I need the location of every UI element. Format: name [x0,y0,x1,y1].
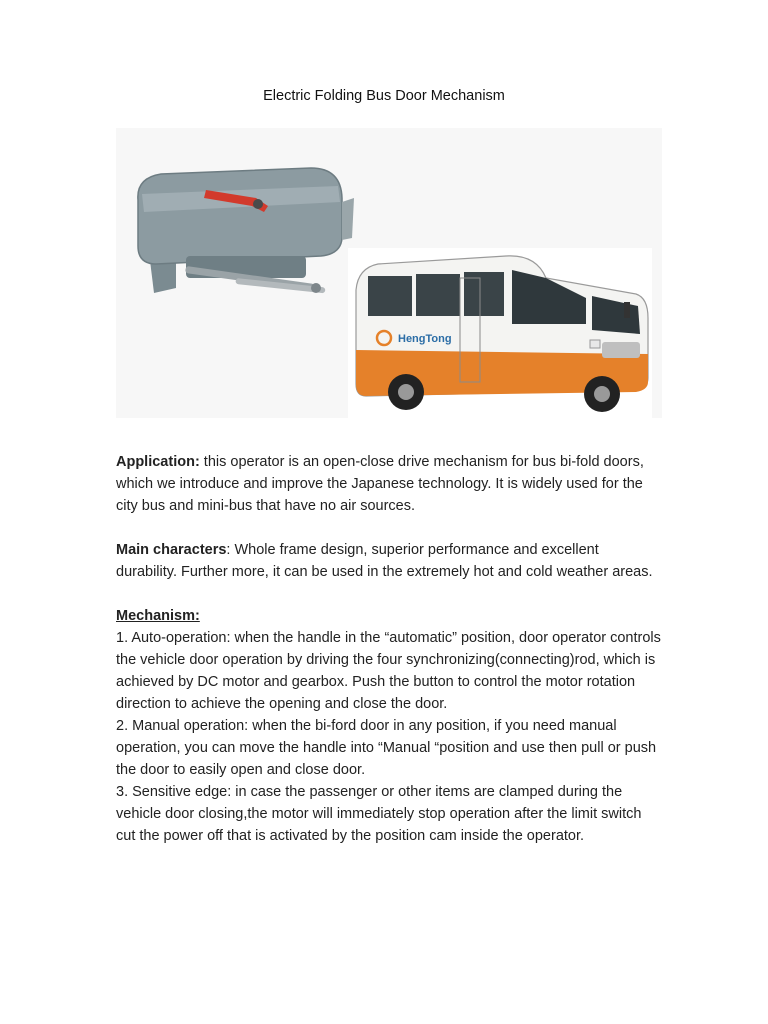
mechanism-item: 1. Auto-operation: when the handle in the “automatic” position, door operator controls the vehicle door operation by driving the four synchronizing(connecting)rod, which is achieved by DC motor and gearbox. Push the button to control the motor rotation direction to achieve the opening and close the door. [116,630,661,712]
bus-logo-text: HengTong [398,333,452,345]
application-text: this operator is an open-close drive mechanism for bus bi-fold doors, which we introduce and improve the Japanese technology. It is widely used for the city bus and mini-bus that have no air sources. [116,454,644,514]
application-paragraph [116,451,661,517]
mechanism-item: 2. Manual operation: when the bi-ford door in any position, if you need manual operation, you can move the handle into “Manual “position and use then pull or push the door to easily open and close door. [116,718,657,778]
application-heading: Application: [116,454,200,470]
product-figure [116,128,662,418]
main-characters-heading: Main characters [116,542,227,558]
bus-image [348,248,652,418]
page-title: Electric Folding Bus Door Mechanism [263,88,505,104]
mechanism-heading-line [116,605,661,627]
main-characters-text: : Whole frame design, superior performance and excellent durability. Further more, it can be used in the extremely hot and cold weather areas. [116,542,653,580]
mechanism-heading: Mechanism: [116,608,200,624]
main-characters-paragraph [116,539,661,583]
mechanism-item: 3. Sensitive edge: in case the passenger or other items are clamped during the vehicle door closing,the motor will immediately stop operation after the limit switch cut the power off that is activated by the position cam inside the operator. [116,784,642,844]
product-illustration [116,128,662,418]
body-text [116,451,661,847]
